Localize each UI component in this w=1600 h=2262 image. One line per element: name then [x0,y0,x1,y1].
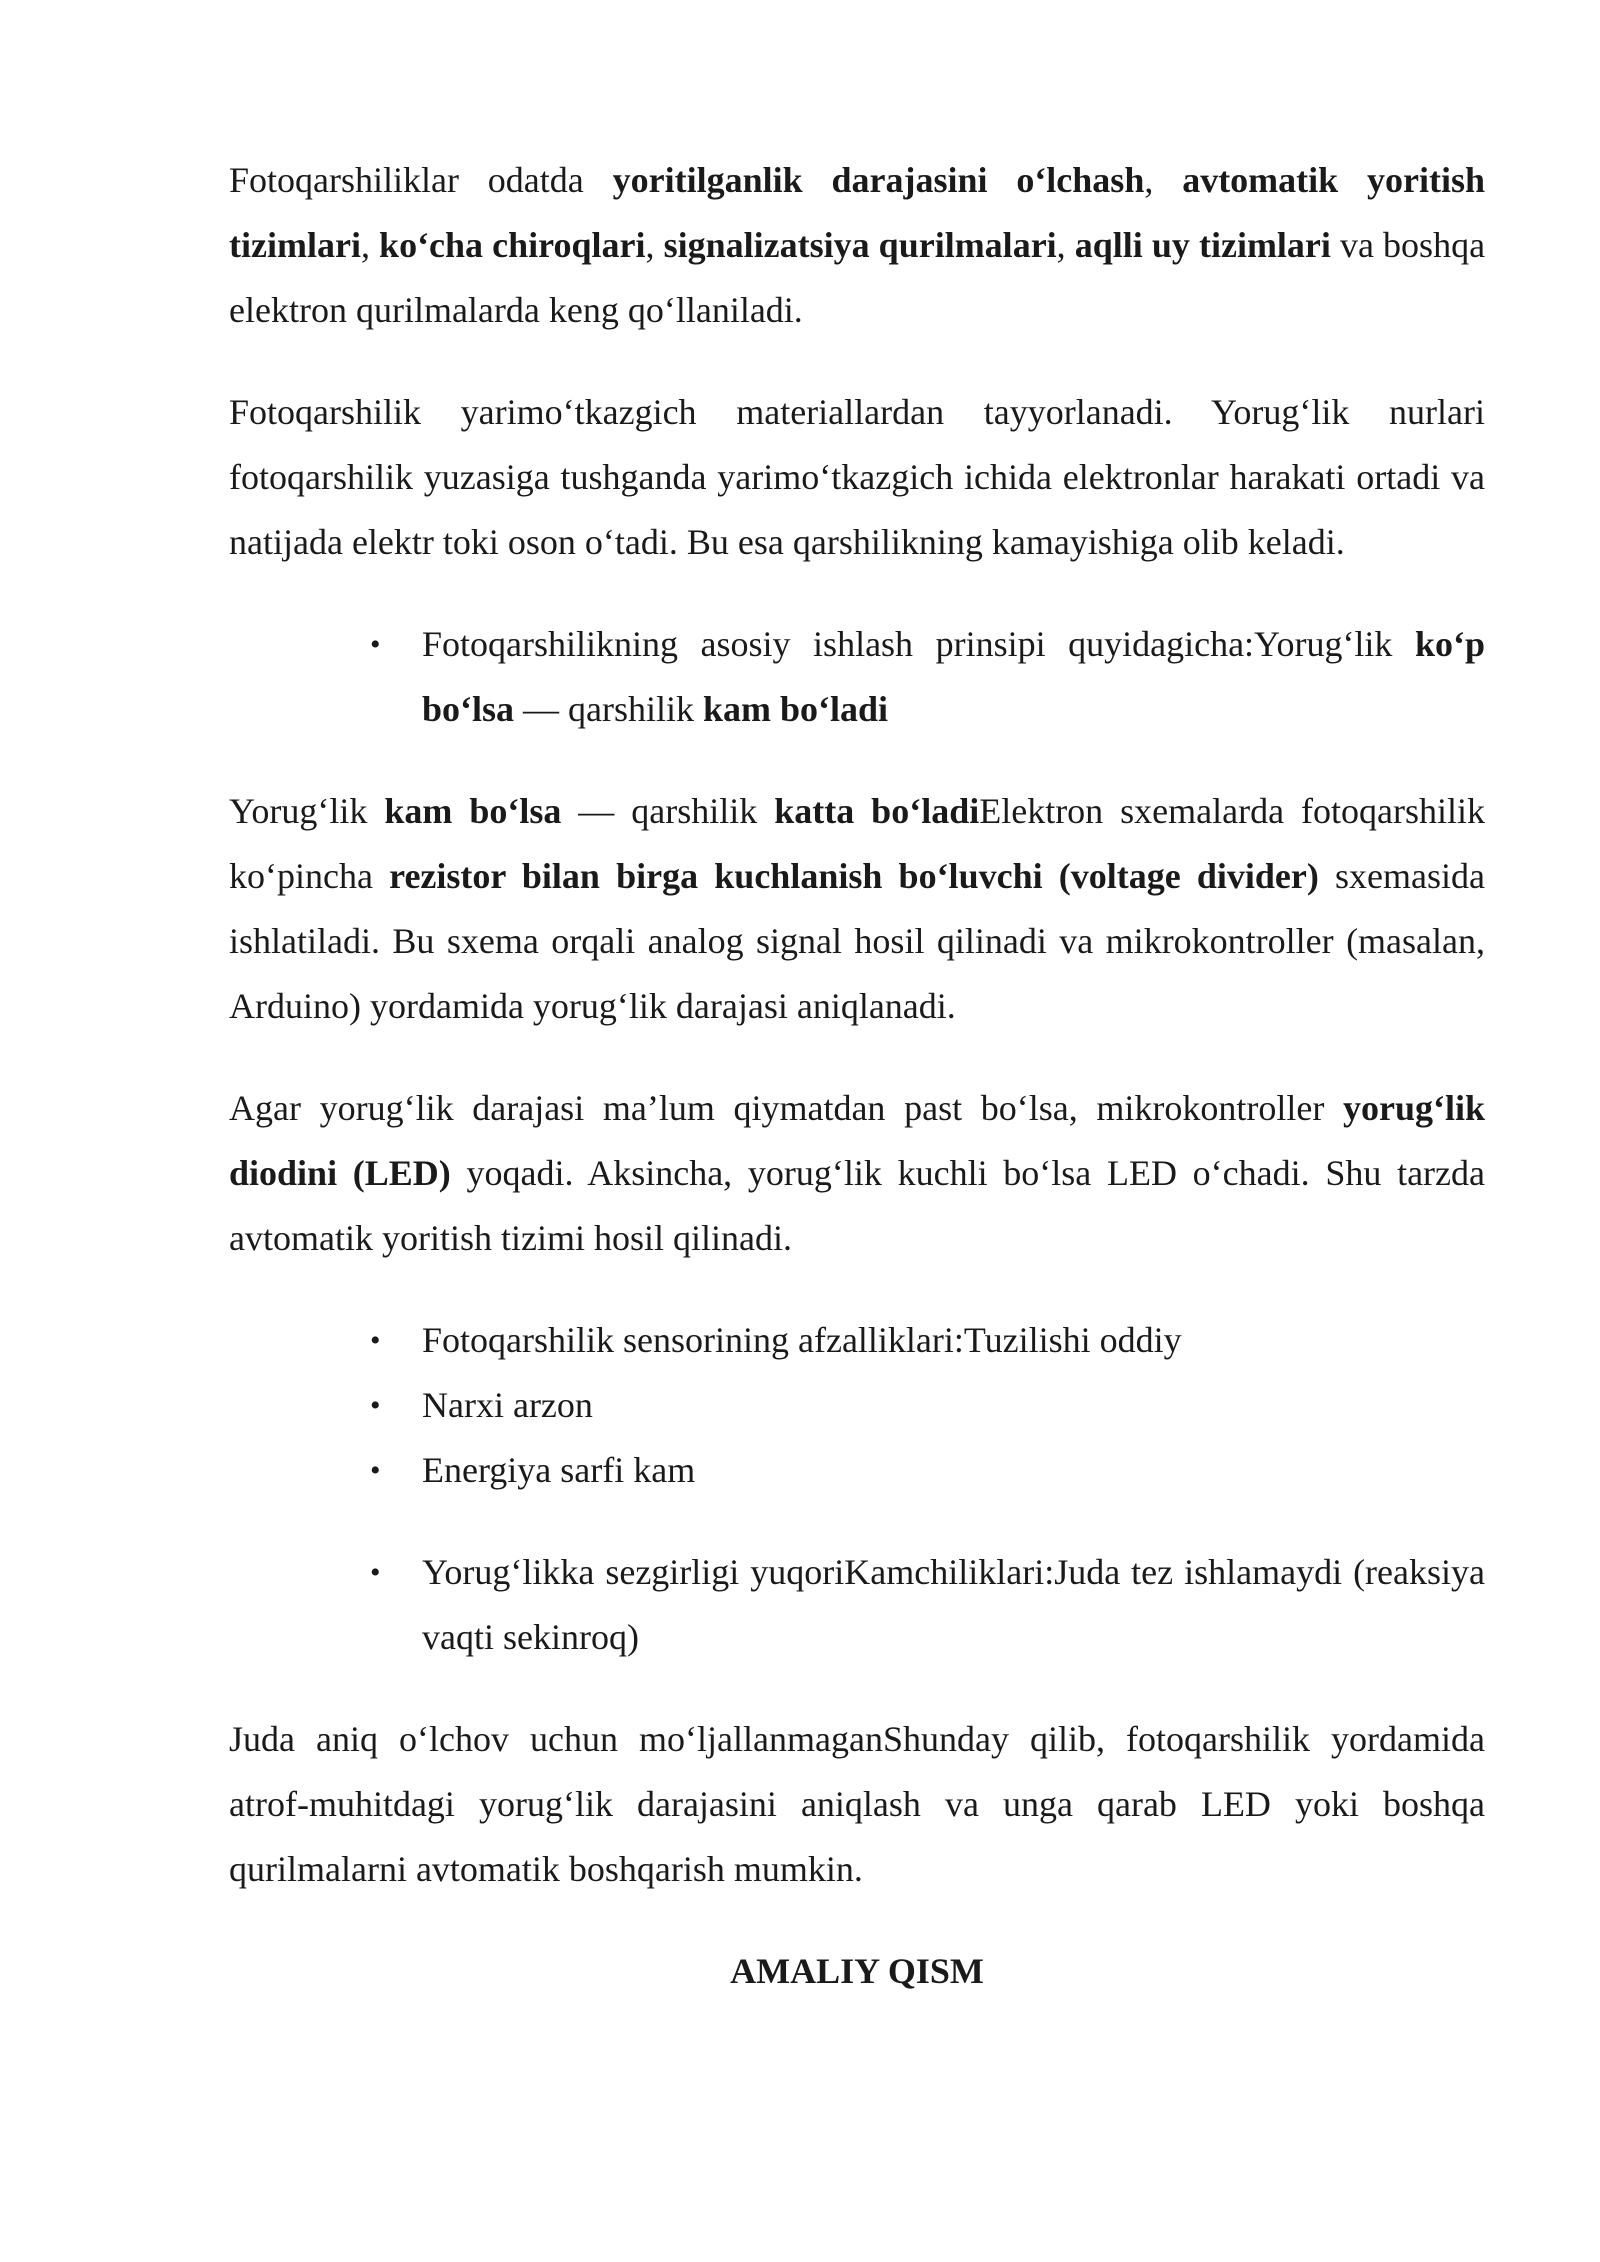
paragraph-voltage-divider [229,779,1485,1039]
text-run: , [360,225,380,265]
bullet-icon: • [370,1389,381,1422]
bold-term: signalizatsiya qurilmalari [663,225,1057,265]
text-run: sxemasida ishlatiladi. Bu sxema orqali analog signal hosil qilinadi va mikrokontroller (masalan, Arduino) yordamida yorug‘lik darajasi aniqlanadi. [229,856,1485,1026]
bold-term: kam bo‘ladi [703,689,889,729]
text-run: va boshqa elektron qurilmalarda keng qo‘llaniladi. [229,225,1486,330]
bold-term: kam bo‘lsa [384,791,562,831]
text-run: Fotoqarshiliklar odatda [229,160,613,200]
bullet-list-advantages [229,1308,1485,1503]
list-item [370,612,1485,742]
bullet-list-principle [229,612,1485,742]
text-run: Fotoqarshilikning asosiy ishlash prinsipi quyidagicha:Yorug‘lik [422,624,1415,664]
bullet-icon: • [370,628,381,661]
list-item-text: Yorug‘likka sezgirligi yuqoriKamchiliklari:Juda tez ishlamaydi (reaksiya vaqti sekinroq) [422,1552,1485,1657]
bold-term: ko‘p bo‘lsa [422,624,1485,729]
bold-term: katta bo‘ladi [774,791,980,831]
section-heading: AMALIY QISM [730,1951,984,1991]
bold-term: ko‘cha chiroqlari [379,225,646,265]
paragraph-conclusion: Juda aniq o‘lchov uchun mo‘ljallanmaganShunday qilib, fotoqarshilik yordamida atrof-muhitdagi yorug‘lik darajasini aniqlash va unga qarab LED yoki boshqa qurilmalarni avtomatik boshqarish mumkin. [229,1719,1485,1889]
text-run: Elektron sxemalarda fotoqarshilik ko‘pincha [229,791,1485,896]
list-item-text: Narxi arzon [422,1385,593,1425]
bold-term: aqlli uy tizimlari [1074,225,1331,265]
paragraph-applications [229,148,1485,343]
bullet-icon: • [370,1454,381,1487]
text-run: — qarshilik [561,791,775,831]
list-item [370,1540,1485,1670]
bold-term: avtomatik yoritish tizimlari [229,160,1486,265]
text-run: Agar yorug‘lik darajasi ma’lum qiymatdan past bo‘lsa, mikrokontroller [229,1088,1343,1128]
list-item-text: Energiya sarfi kam [422,1450,696,1490]
bullet-list-disadvantages [229,1540,1485,1670]
text-run: yoqadi. Aksincha, yorug‘lik kuchli bo‘lsa LED o‘chadi. Shu tarzda avtomatik yoritish tizimi hosil qilinadi. [229,1153,1485,1258]
list-item [370,1438,1485,1503]
text-run: , [1056,225,1075,265]
bullet-icon: • [370,1324,381,1357]
text-run: — qarshilik [514,689,704,729]
document-body [229,148,1485,2004]
text-run: , [645,225,664,265]
paragraph-material: Fotoqarshilik yarimo‘tkazgich materiallardan tayyorlanadi. Yorug‘lik nurlari fotoqarshilik yuzasiga tushganda yarimo‘tkazgich ichida elektronlar harakati ortadi va natijada elektr toki oson o‘tadi. Bu esa qarshilikning kamayishiga olib keladi. [229,392,1485,562]
paragraph-led-control [229,1076,1485,1271]
list-item [370,1308,1485,1373]
text-run: , [1144,160,1183,200]
bold-term: yorug‘lik diodini (LED) [229,1088,1485,1193]
text-run: Yorug‘lik [229,791,385,831]
list-item [370,1373,1485,1438]
list-item-text: Fotoqarshilik sensorining afzalliklari:Tuzilishi oddiy [422,1320,1182,1360]
bullet-icon: • [370,1556,381,1589]
bold-term: yoritilganlik darajasini o‘lchash [612,160,1145,200]
bold-term: rezistor bilan birga kuchlanish bo‘luvchi (voltage divider) [389,856,1319,896]
